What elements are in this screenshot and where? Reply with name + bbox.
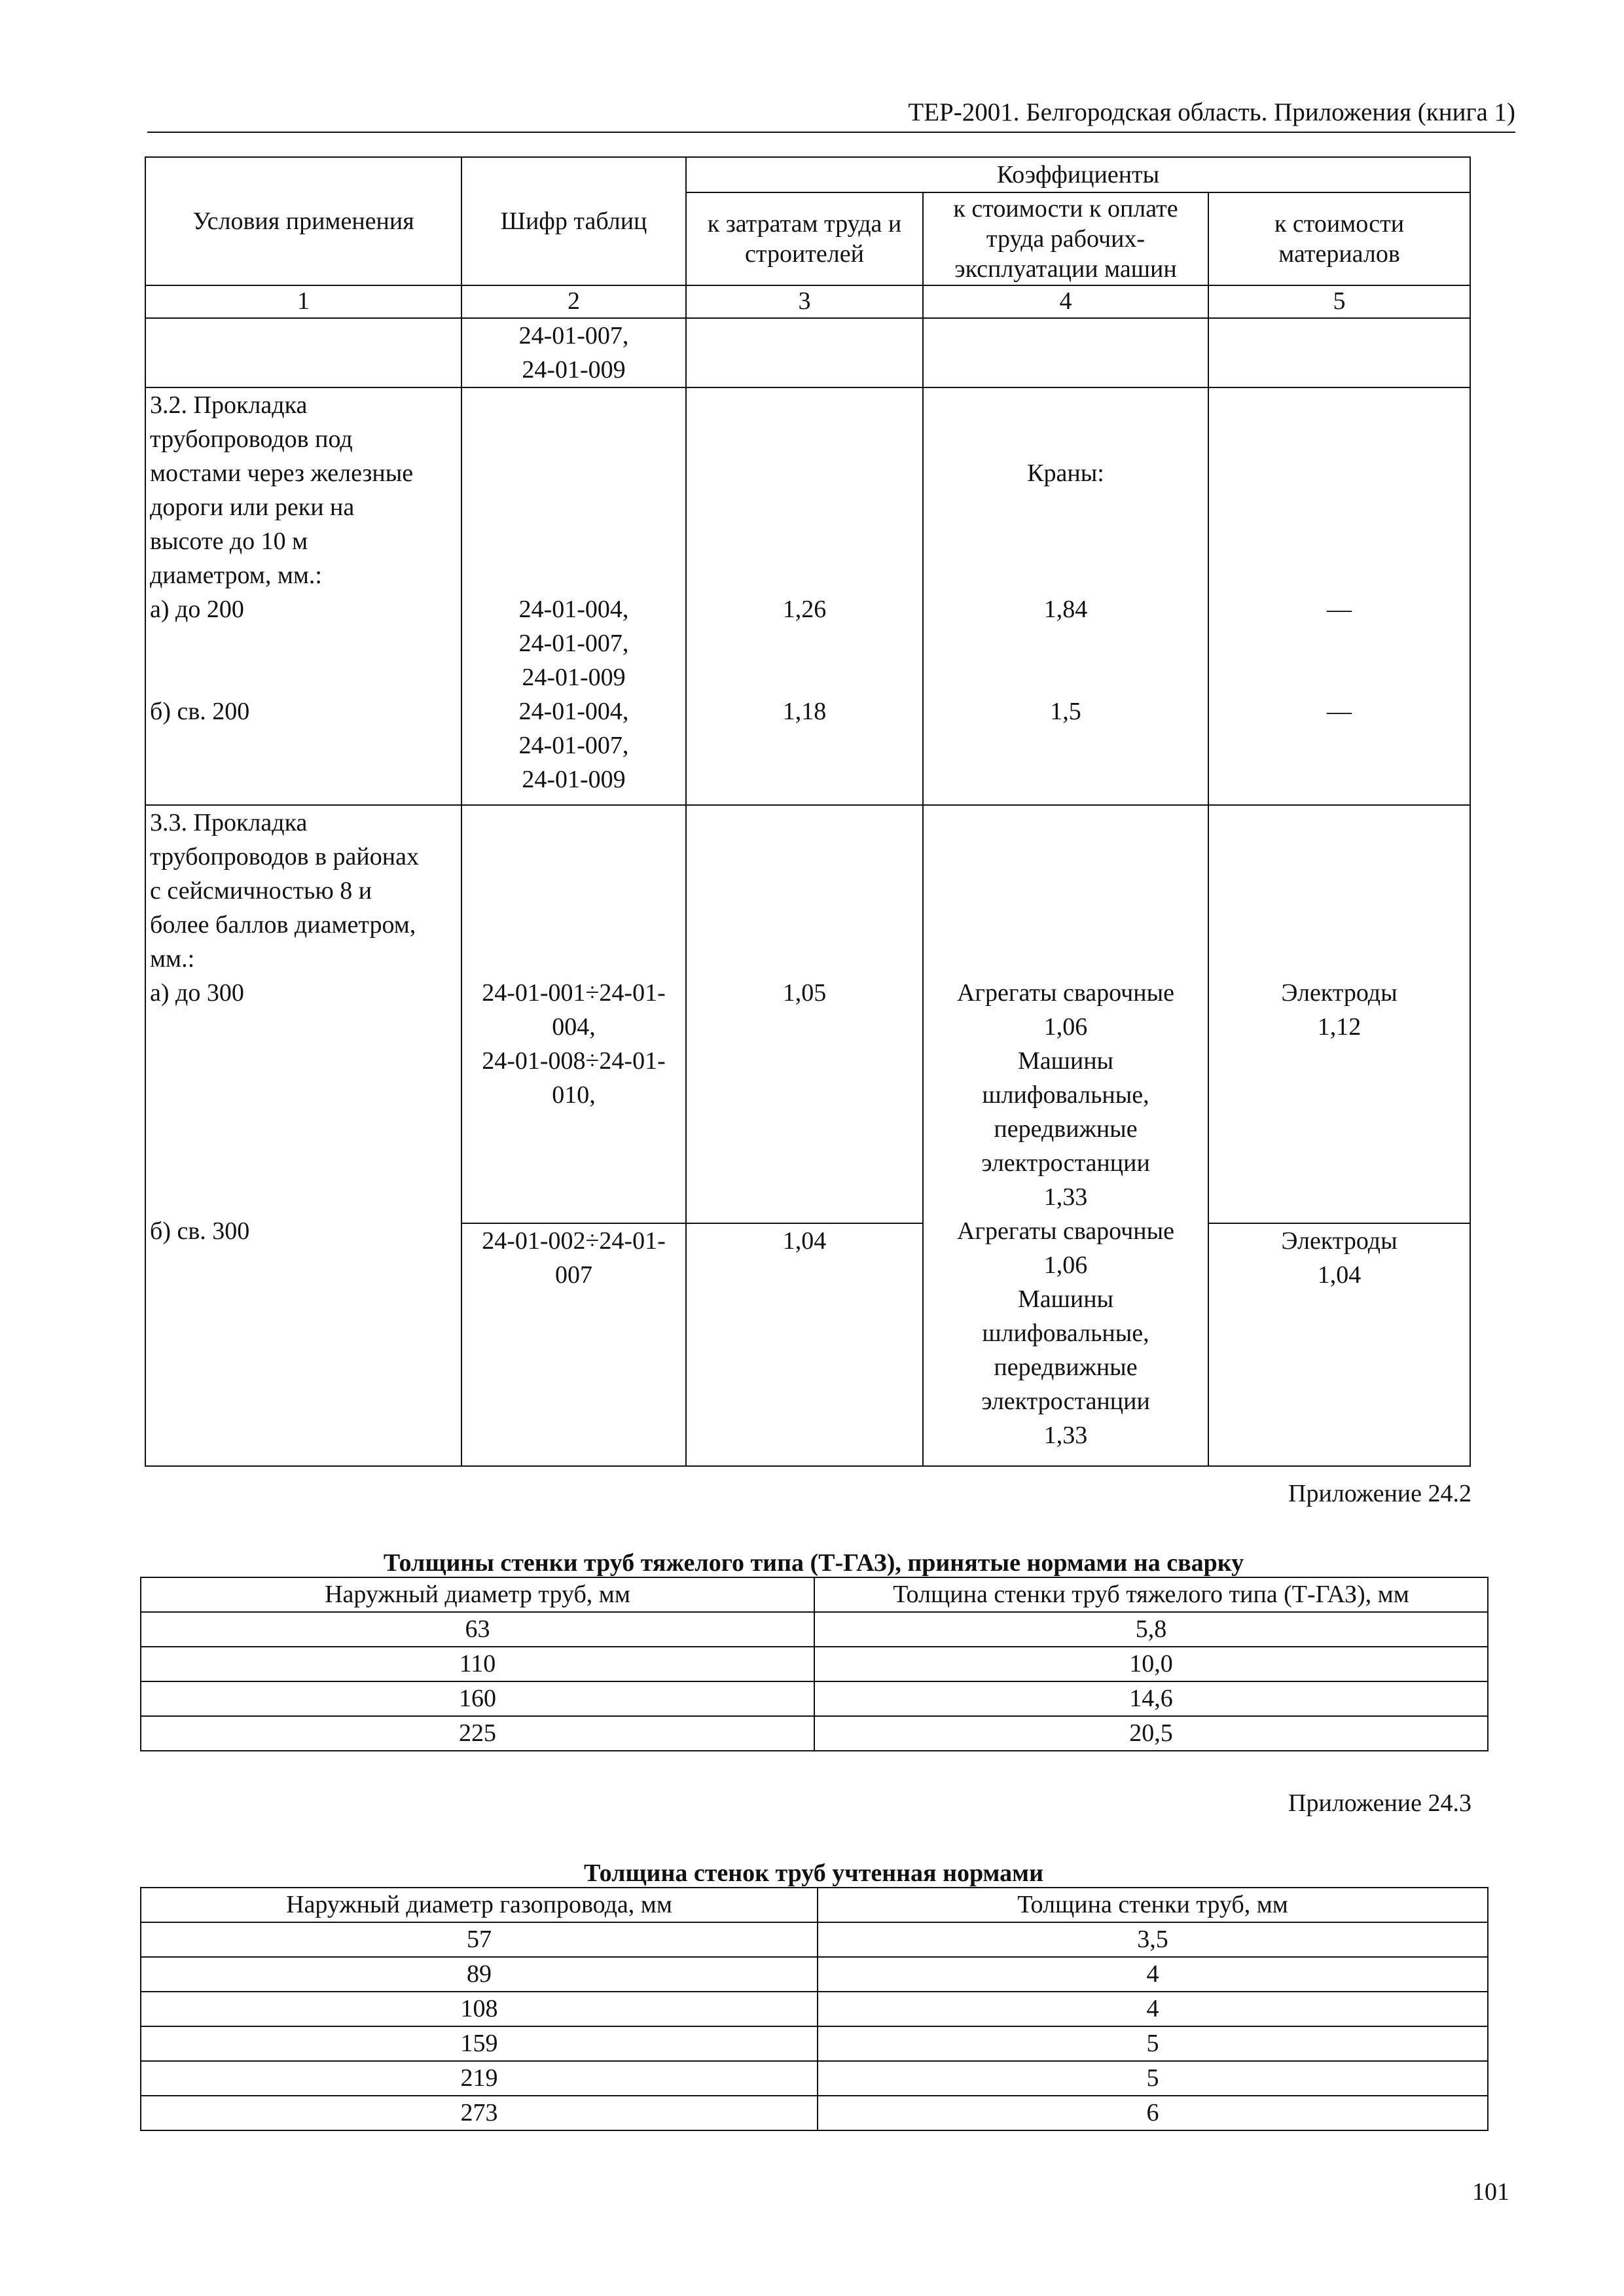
header-rule: [147, 132, 1515, 133]
table-cell: 4: [818, 1957, 1488, 1992]
section-3-2-code: [461, 387, 686, 805]
continuation-machines: [923, 318, 1208, 387]
section-3-2-materials: [1208, 387, 1470, 805]
description-line: трубопроводов в районах: [150, 843, 419, 870]
labor-value: 1,26: [782, 596, 827, 623]
row-label: а) до 300: [150, 979, 244, 1007]
appendix-24-2-label: Приложение 24.2: [1288, 1480, 1471, 1507]
description-line: с сейсмичностью 8 и: [150, 877, 372, 905]
code-line: 24-01-004,: [518, 698, 629, 725]
header-coefficients: Коэффициенты: [686, 157, 1470, 192]
table-cell: 20,5: [814, 1716, 1488, 1751]
code-line: 24-01-002÷24-01-: [482, 1227, 666, 1255]
header-machines-line: труда рабочих-: [986, 225, 1146, 253]
code-line: 24-01-009: [522, 356, 626, 384]
machines-value: 1,5: [1050, 698, 1081, 725]
header-machines-line: к стоимости к оплате: [953, 195, 1178, 223]
code-line: 24-01-007,: [518, 322, 629, 350]
description-line: мостами через железные: [150, 459, 414, 487]
description-line: мм.:: [150, 945, 195, 973]
continuation-conditions: [145, 318, 461, 387]
table-row: [141, 1992, 1488, 2026]
materials-value: —: [1327, 698, 1352, 725]
machines-line: электростанции: [981, 1388, 1150, 1415]
labor-value: 1,05: [782, 979, 827, 1007]
table-row: [141, 1647, 1488, 1681]
table-cell: 10,0: [814, 1647, 1488, 1681]
table-cell: 4: [818, 1992, 1488, 2026]
description-line: более баллов диаметром,: [150, 911, 416, 939]
table-row: [141, 1922, 1488, 1957]
appendix-24-3-label: Приложение 24.3: [1288, 1789, 1471, 1817]
section-3-3-labor-a: [686, 805, 923, 1223]
page-number: 101: [1472, 2178, 1509, 2206]
table-cell: 5: [818, 2026, 1488, 2061]
materials-line: Электроды: [1281, 979, 1398, 1007]
code-line: 24-01-008÷24-01-: [482, 1047, 666, 1075]
header-machines-line: эксплуатации машин: [954, 255, 1177, 283]
appendix-24-3-caption: Толщина стенок труб учтенная нормами: [584, 1859, 1043, 1887]
table-header-cell: Наружный диаметр газопровода, мм: [141, 1888, 818, 1922]
header-materials: [1208, 192, 1470, 285]
materials-line: Электроды: [1281, 1227, 1398, 1255]
materials-value: —: [1327, 596, 1352, 623]
section-3-2-labor: [686, 387, 923, 805]
header-machines: [923, 192, 1208, 285]
continuation-row: [145, 318, 1470, 387]
labor-value: 1,18: [782, 698, 827, 725]
description-line: диаметром, мм.:: [150, 562, 322, 589]
section-3-3-materials-a: [1208, 805, 1470, 1223]
labor-value: 1,04: [782, 1227, 827, 1255]
table-header-cell: Наружный диаметр труб, мм: [141, 1577, 814, 1612]
running-header-title: ТЕР-2001. Белгородская область. Приложения (книга 1): [908, 98, 1515, 126]
code-line: 24-01-007,: [518, 732, 629, 759]
section-3-3-code-b: [461, 1223, 686, 1466]
header-code: Шифр таблиц: [461, 157, 686, 285]
description-line: высоте до 10 м: [150, 528, 308, 555]
machines-line: Агрегаты сварочные: [956, 979, 1175, 1007]
table-cell: 5: [818, 2061, 1488, 2096]
column-numbers-row: [145, 285, 1470, 318]
code-line: 24-01-009: [522, 664, 626, 691]
machines-line: 1,06: [1043, 1013, 1088, 1041]
section-3-2-conditions: [145, 387, 461, 805]
wall-thickness-heavy-table: [140, 1577, 1489, 1751]
table-header-cell: Толщина стенки труб тяжелого типа (Т-ГАЗ), мм: [814, 1577, 1488, 1612]
table-row: [141, 1681, 1488, 1716]
machines-line: передвижные: [994, 1115, 1138, 1143]
machines-line: передвижные: [994, 1354, 1138, 1381]
table-header-row: [141, 1577, 1488, 1612]
code-line: 007: [555, 1261, 592, 1289]
code-line: 004,: [552, 1013, 596, 1041]
description-line: 3.2. Прокладка: [150, 391, 308, 419]
appendix-24-2-caption: Толщины стенки труб тяжелого типа (Т-ГАЗ), принятые нормами на сварку: [383, 1549, 1244, 1577]
table-row: [141, 2061, 1488, 2096]
description-line: 3.3. Прокладка: [150, 809, 308, 836]
header-materials-line: к стоимости: [1274, 210, 1405, 238]
header-row-1: [145, 157, 1470, 192]
table-cell: 159: [141, 2026, 818, 2061]
materials-line: 1,12: [1317, 1013, 1362, 1041]
section-3-3-materials-b: [1208, 1223, 1470, 1466]
table-row: [141, 1957, 1488, 1992]
table-row: [141, 2026, 1488, 2061]
table-cell: 57: [141, 1922, 818, 1957]
table-cell: 89: [141, 1957, 818, 1992]
code-line: 24-01-007,: [518, 630, 629, 657]
table-cell: 6: [818, 2096, 1488, 2130]
machines-value: 1,84: [1043, 596, 1088, 623]
row-label: б) св. 300: [150, 1217, 250, 1245]
code-line: 24-01-001÷24-01-: [482, 979, 666, 1007]
table-cell: 63: [141, 1612, 814, 1647]
machines-line: Агрегаты сварочные: [956, 1217, 1175, 1245]
wall-thickness-table: [140, 1887, 1489, 2131]
section-3-2-row: [145, 387, 1470, 805]
machines-line: шлифовальные,: [982, 1081, 1149, 1109]
description-line: дороги или реки на: [150, 493, 355, 521]
table-row: [141, 1716, 1488, 1751]
table-cell: 3,5: [818, 1922, 1488, 1957]
code-line: 24-01-004,: [518, 596, 629, 623]
header-labor-line: строителей: [745, 240, 864, 268]
machines-line: 1,33: [1043, 1422, 1088, 1449]
continuation-code: [461, 318, 686, 387]
table-row: [141, 1612, 1488, 1647]
machines-line: 1,33: [1043, 1183, 1088, 1211]
table-cell: 219: [141, 2061, 818, 2096]
col-number: 5: [1208, 285, 1470, 318]
machines-line: Машины: [1017, 1047, 1114, 1075]
col-number: 1: [145, 285, 461, 318]
table-cell: 108: [141, 1992, 818, 2026]
table-cell: 14,6: [814, 1681, 1488, 1716]
coefficients-table: [145, 156, 1471, 1467]
code-line: 24-01-009: [522, 766, 626, 793]
materials-line: 1,04: [1317, 1261, 1362, 1289]
header-labor: [686, 192, 923, 285]
table-cell: 5,8: [814, 1612, 1488, 1647]
table-cell: 160: [141, 1681, 814, 1716]
section-3-2-machines: [923, 387, 1208, 805]
section-3-3-row-a: [145, 805, 1470, 1223]
header-conditions: Условия применения: [145, 157, 461, 285]
col-number: 3: [686, 285, 923, 318]
row-label: а) до 200: [150, 596, 244, 623]
continuation-labor: [686, 318, 923, 387]
col-number: 4: [923, 285, 1208, 318]
row-label: б) св. 200: [150, 698, 250, 725]
continuation-materials: [1208, 318, 1470, 387]
header-labor-line: к затратам труда и: [707, 210, 902, 238]
machines-note: Краны:: [1027, 459, 1104, 487]
table-header-cell: Толщина стенки труб, мм: [818, 1888, 1488, 1922]
table-header-row: [141, 1888, 1488, 1922]
description-line: трубопроводов под: [150, 425, 353, 453]
table-cell: 110: [141, 1647, 814, 1681]
section-3-3-conditions: [145, 805, 461, 1466]
table-cell: 225: [141, 1716, 814, 1751]
section-3-3-labor-b: [686, 1223, 923, 1466]
machines-line: электростанции: [981, 1149, 1150, 1177]
section-3-3-code-a: [461, 805, 686, 1223]
machines-line: Машины: [1017, 1285, 1114, 1313]
machines-line: 1,06: [1043, 1251, 1088, 1279]
col-number: 2: [461, 285, 686, 318]
code-line: 010,: [552, 1081, 596, 1109]
table-row: [141, 2096, 1488, 2130]
machines-line: шлифовальные,: [982, 1319, 1149, 1347]
header-materials-line: материалов: [1278, 240, 1400, 268]
section-3-3-machines: [923, 805, 1208, 1466]
table-cell: 273: [141, 2096, 818, 2130]
